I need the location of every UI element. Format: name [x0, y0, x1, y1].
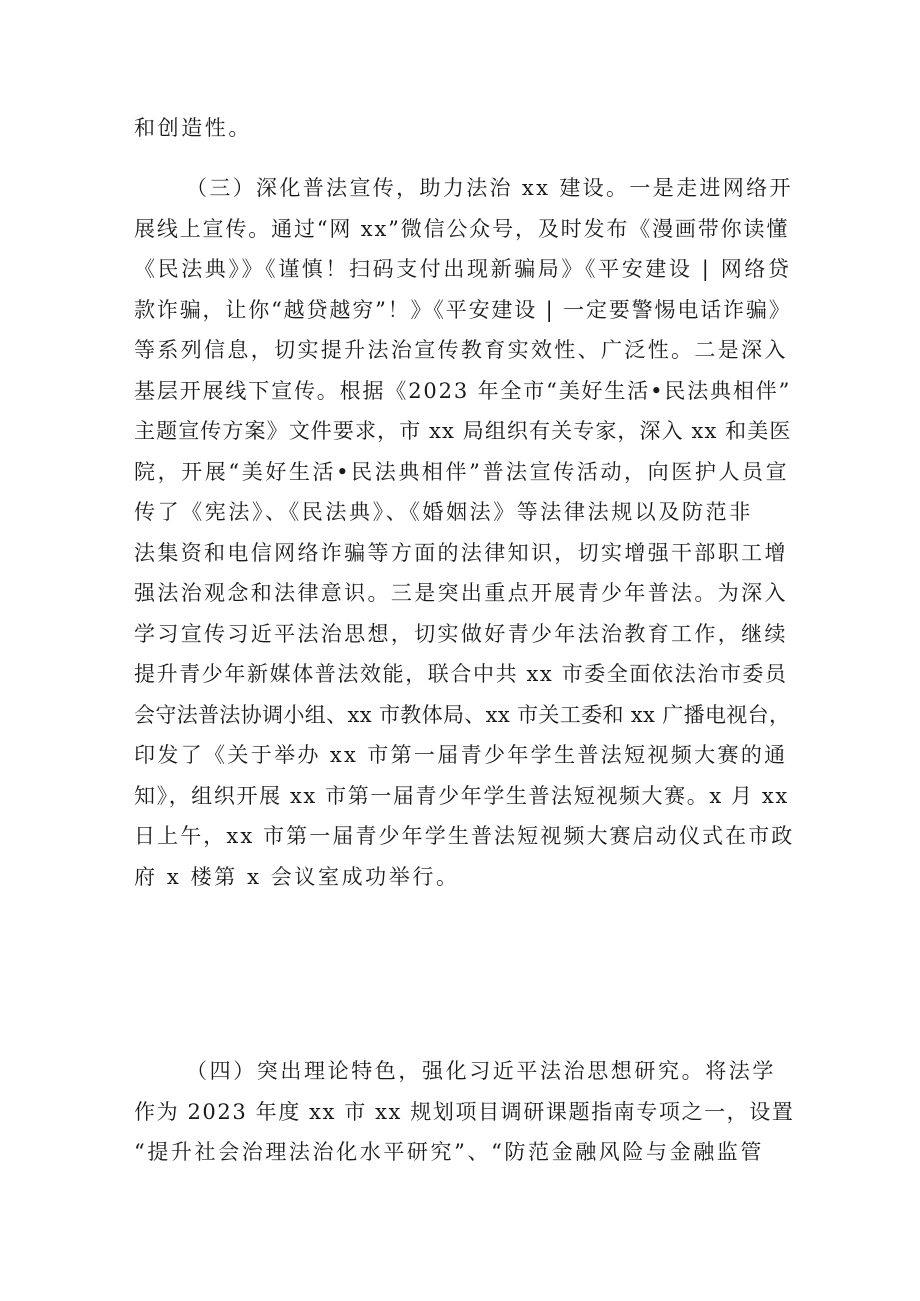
paragraph-line: 等系列信息，切实提升法治宣传教育实效性、广泛性。二是深入	[134, 338, 788, 362]
paragraph-line: （三）深化普法宣传，助力法治 xx 建设。一是走进网络开	[186, 176, 793, 200]
paragraph-line: 强法治观念和法律意识。三是突出重点开展青少年普法。为深入	[134, 581, 788, 605]
section-4-paragraph	[134, 1051, 794, 1173]
section-3-paragraph	[134, 168, 794, 897]
paragraph-line: 款诈骗，让你“越贷越穷”！》《平安建设 | 一定要警惕电话诈骗》	[134, 297, 792, 322]
continuation-paragraph	[134, 108, 794, 149]
paragraph-line: “提升社会治理法治化水平研究”、“防范金融风险与金融监管	[134, 1140, 765, 1164]
paragraph-line: 作为 2023 年度 xx 市 xx 规划项目调研课题指南专项之一，设置	[134, 1099, 795, 1124]
paragraph-line: 知》，组织开展 xx 市第一届青少年学生普法短视频大赛。x 月 xx	[134, 783, 789, 808]
paragraph-line: 府 x 楼第 x 会议室成功举行。	[134, 864, 460, 889]
paragraph-line: （四）突出理论特色，强化习近平法治思想研究。将法学	[186, 1059, 776, 1083]
paragraph-line: 主题宣传方案》文件要求，市 xx 局组织有关专家，深入 xx 和美医	[134, 419, 792, 443]
paragraph-line: 会守法普法协调小组、xx 市教体局、xx 市关工委和 xx 广播电视台，	[134, 702, 791, 727]
paragraph-line: 《民法典》》《谨慎！扫码支付出现新骗局》《平安建设 | 网络贷	[134, 257, 792, 281]
paragraph-line: 院，开展“美好生活•民法典相伴”普法宣传活动，向医护人员宣	[134, 459, 790, 484]
paragraph-line: 和创造性。	[134, 116, 252, 140]
paragraph-line: 展线上宣传。通过“网 xx”微信公众号，及时发布《漫画带你读懂	[134, 216, 790, 241]
paragraph-line: 法集资和电信网络诈骗等方面的法律知识，切实增强干部职工增	[134, 540, 788, 565]
paragraph-line: 提升青少年新媒体普法效能，联合中共 xx 市委全面依法治市委员	[134, 662, 788, 686]
paragraph-line: 印发了《关于举办 xx 市第一届青少年学生普法短视频大赛的通	[134, 743, 788, 767]
paragraph-line: 基层开展线下宣传。根据《2023 年全市“美好生活•民法典相伴”	[134, 378, 792, 403]
paragraph-line: 传了《宪法》、《民法典》、《婚姻法》等法律法规以及防范非	[134, 500, 753, 524]
paragraph-line: 日上午，xx 市第一届青少年学生普法短视频大赛启动仪式在市政	[134, 824, 795, 848]
paragraph-line: 学习宣传习近平法治思想，切实做好青少年法治教育工作，继续	[134, 621, 788, 646]
